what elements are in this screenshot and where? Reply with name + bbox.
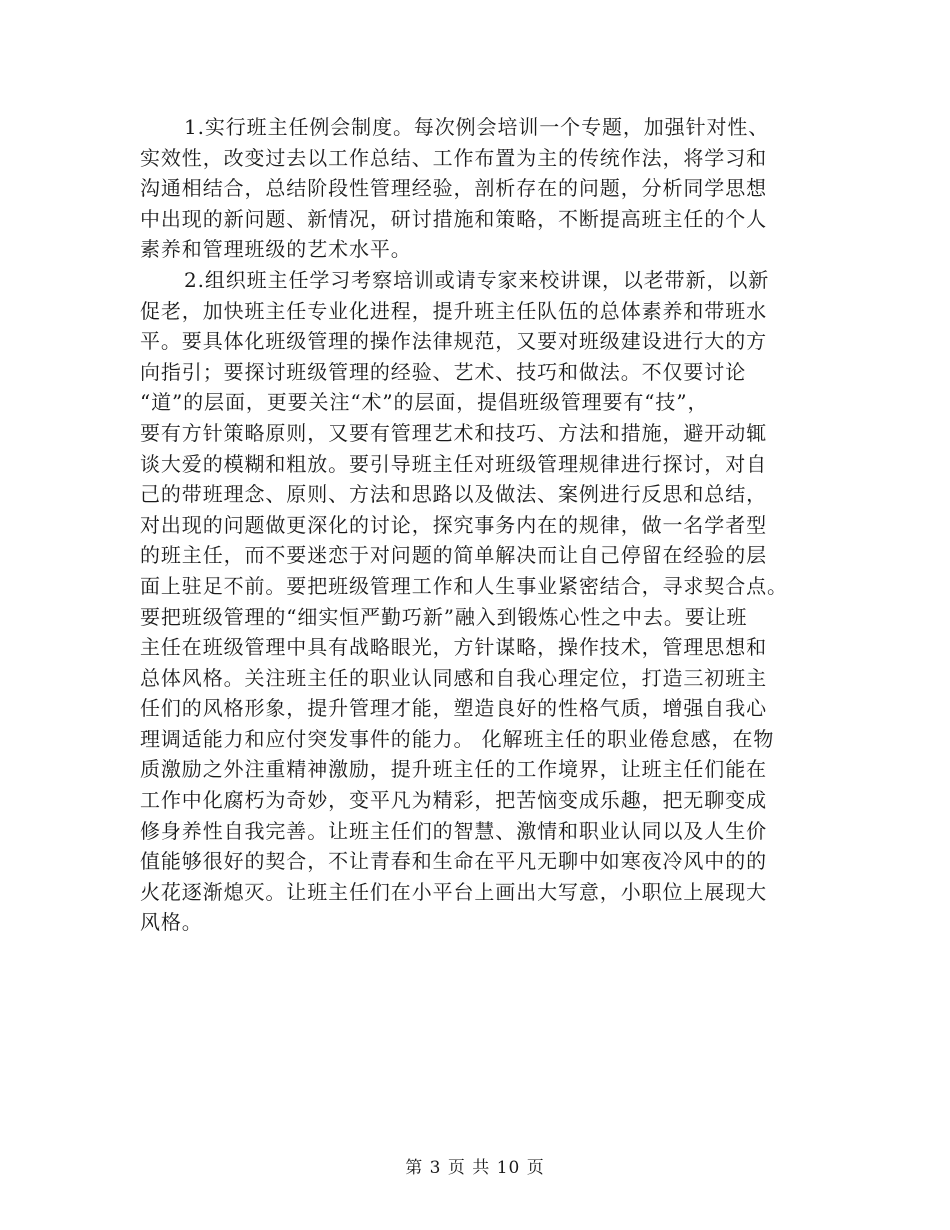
- paragraph-2-line: 主任在班级管理中具有战略眼光，方针谋略，操作技术，管理思想和: [140, 635, 767, 660]
- paragraph-2-line: 对出现的问题做更深化的讨论，探究事务内在的规律，做一名学者型: [140, 512, 767, 537]
- paragraph-2-line: 风格。: [140, 910, 203, 935]
- paragraph-2-line: 火花逐渐熄灭。让班主任们在小平台上画出大写意，小职位上展现大: [140, 879, 767, 904]
- paragraph-2-line: 任们的风格形象，提升管理才能，塑造良好的性格气质，增强自我心: [140, 696, 767, 721]
- paragraph-2-line: 向指引；要探讨班级管理的经验、艺术、技巧和做法。不仅要讨论: [140, 359, 747, 384]
- paragraph-2-line: 促老，加快班主任专业化进程，提升班主任队伍的总体素养和带班水: [140, 298, 767, 323]
- paragraph-2-line: 面上驻足不前。要把班级管理工作和人生事业紧密结合，寻求契合点。: [140, 573, 788, 598]
- paragraph-1-line: 中出现的新问题、新情况，研讨措施和策略，不断提高班主任的个人: [140, 206, 767, 231]
- paragraph-2-line: 己的带班理念、原则、方法和思路以及做法、案例进行反思和总结，: [140, 482, 767, 507]
- paragraph-1-line: 素养和管理班级的艺术水平。: [140, 237, 412, 262]
- paragraph-2-line: 平。要具体化班级管理的操作法律规范，又要对班级建设进行大的方: [140, 329, 767, 354]
- paragraph-2-line: 谈大爱的模糊和粗放。要引导班主任对班级管理规律进行探讨，对自: [140, 451, 767, 476]
- paragraph-2-line: “道”的层面，更要关注“术”的层面，提倡班级管理要有“技”，: [140, 390, 709, 415]
- paragraph-1-line: 1.实行班主任例会制度。每次例会培训一个专题，加强针对性、: [184, 115, 770, 139]
- paragraph-2-line: 要有方针策略原则，又要有管理艺术和技巧、方法和措施，避开动辄: [140, 420, 767, 445]
- paragraph-2-line: 总体风格。关注班主任的职业认同感和自我心理定位，打造三初班主: [140, 665, 767, 690]
- paragraph-1-line: 实效性，改变过去以工作总结、工作布置为主的传统作法，将学习和: [140, 145, 767, 170]
- paragraph-2-line: 理调适能力和应付突发事件的能力。 化解班主任的职业倦怠感，在物: [140, 726, 775, 751]
- paragraph-2-line: 要把班级管理的“细实恒严勤巧新”融入到锻炼心性之中去。要让班: [140, 604, 748, 629]
- paragraph-2-line: 的班主任，而不要迷恋于对问题的简单解决而让自己停留在经验的层: [140, 543, 767, 568]
- paragraph-2-line: 质激励之外注重精神激励，提升班主任的工作境界，让班主任们能在: [140, 757, 767, 782]
- paragraph-2-line: 2.组织班主任学习考察培训或请专家来校讲课，以老带新，以新: [184, 267, 770, 292]
- page-number-label: 第 3 页 共 10 页: [405, 1158, 545, 1178]
- paragraph-2-line: 修身养性自我完善。让班主任们的智慧、激情和职业认同以及人生价: [140, 818, 767, 843]
- paragraph-2-line: 工作中化腐朽为奇妙，变平凡为精彩，把苦恼变成乐趣，把无聊变成: [140, 788, 767, 813]
- page-footer: [0, 1153, 950, 1178]
- paragraph-1-line: 沟通相结合，总结阶段性管理经验，剖析存在的问题，分析同学思想: [140, 176, 767, 201]
- paragraph-2-line: 值能够很好的契合，不让青春和生命在平凡无聊中如寒夜冷风中的的: [140, 849, 767, 874]
- document-body: [140, 112, 820, 938]
